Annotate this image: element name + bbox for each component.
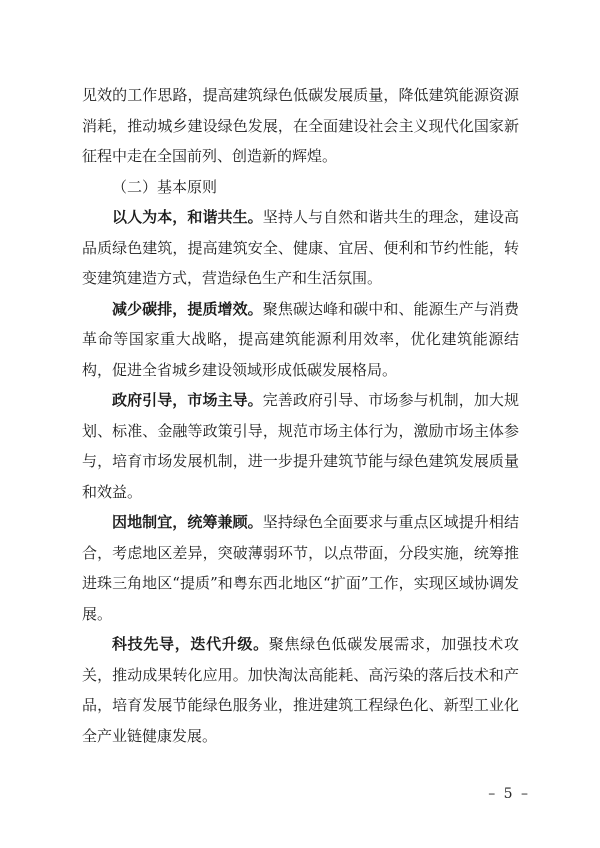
principle-paragraph bbox=[82, 507, 519, 629]
principle-lead: 政府引导，市场主导。 bbox=[112, 391, 263, 409]
paragraph-continuation: 见效的工作思路，提高建筑绿色低碳发展质量，降低建筑能源资源消耗，推动城乡建设绿色发展，在全面建设社会主义现代化国家新征程中走在全国前列、创造新的辉煌。 bbox=[82, 86, 519, 165]
principle-paragraph bbox=[82, 202, 519, 294]
principle-text: 聚焦绿色低碳发展需求，加强技术攻关，推动成果转化应用。加快淘汰高能耗、高污染的落后技术和产品，培育发展节能绿色服务业，推进建筑工程绿色化、新型工业化全产业链健康发展。 bbox=[82, 635, 519, 745]
principle-text: 完善政府引导、市场参与机制，加大规划、标准、金融等政策引导，规范市场主体行为，激励市场主体参与，培育市场发展机制，进一步提升建筑节能与绿色建筑发展质量和效益。 bbox=[82, 391, 519, 501]
principle-text: 坚持绿色全面要求与重点区域提升相结合，考虑地区差异，突破薄弱环节，以点带面，分段实施，统筹推进珠三角地区“提质”和粤东西北地区“扩面”工作，实现区域协调发展。 bbox=[82, 513, 519, 623]
principle-lead: 科技先导，迭代升级。 bbox=[112, 635, 269, 653]
page-number: – 5 – bbox=[488, 786, 530, 802]
principle-lead: 因地制宜，统筹兼顾。 bbox=[112, 513, 263, 531]
principle-text: 坚持人与自然和谐共生的理念，建设高品质绿色建筑，提高建筑安全、健康、宜居、便利和节约性能，转变建筑建造方式，营造绿色生产和生活氛围。 bbox=[82, 208, 519, 287]
principle-paragraph bbox=[82, 294, 519, 386]
document-body bbox=[82, 80, 519, 751]
principle-text: 聚焦碳达峰和碳中和、能源生产与消费革命等国家重大战略，提高建筑能源利用效率，优化建筑能源结构，促进全省城乡建设领域形成低碳发展格局。 bbox=[82, 299, 519, 379]
principle-paragraph bbox=[82, 385, 519, 507]
section-heading: （二）基本原则 bbox=[112, 177, 218, 196]
principle-paragraph bbox=[82, 629, 519, 751]
principle-lead: 减少碳排，提质增效。 bbox=[112, 299, 263, 318]
principle-lead: 以人为本，和谐共生。 bbox=[112, 208, 263, 226]
